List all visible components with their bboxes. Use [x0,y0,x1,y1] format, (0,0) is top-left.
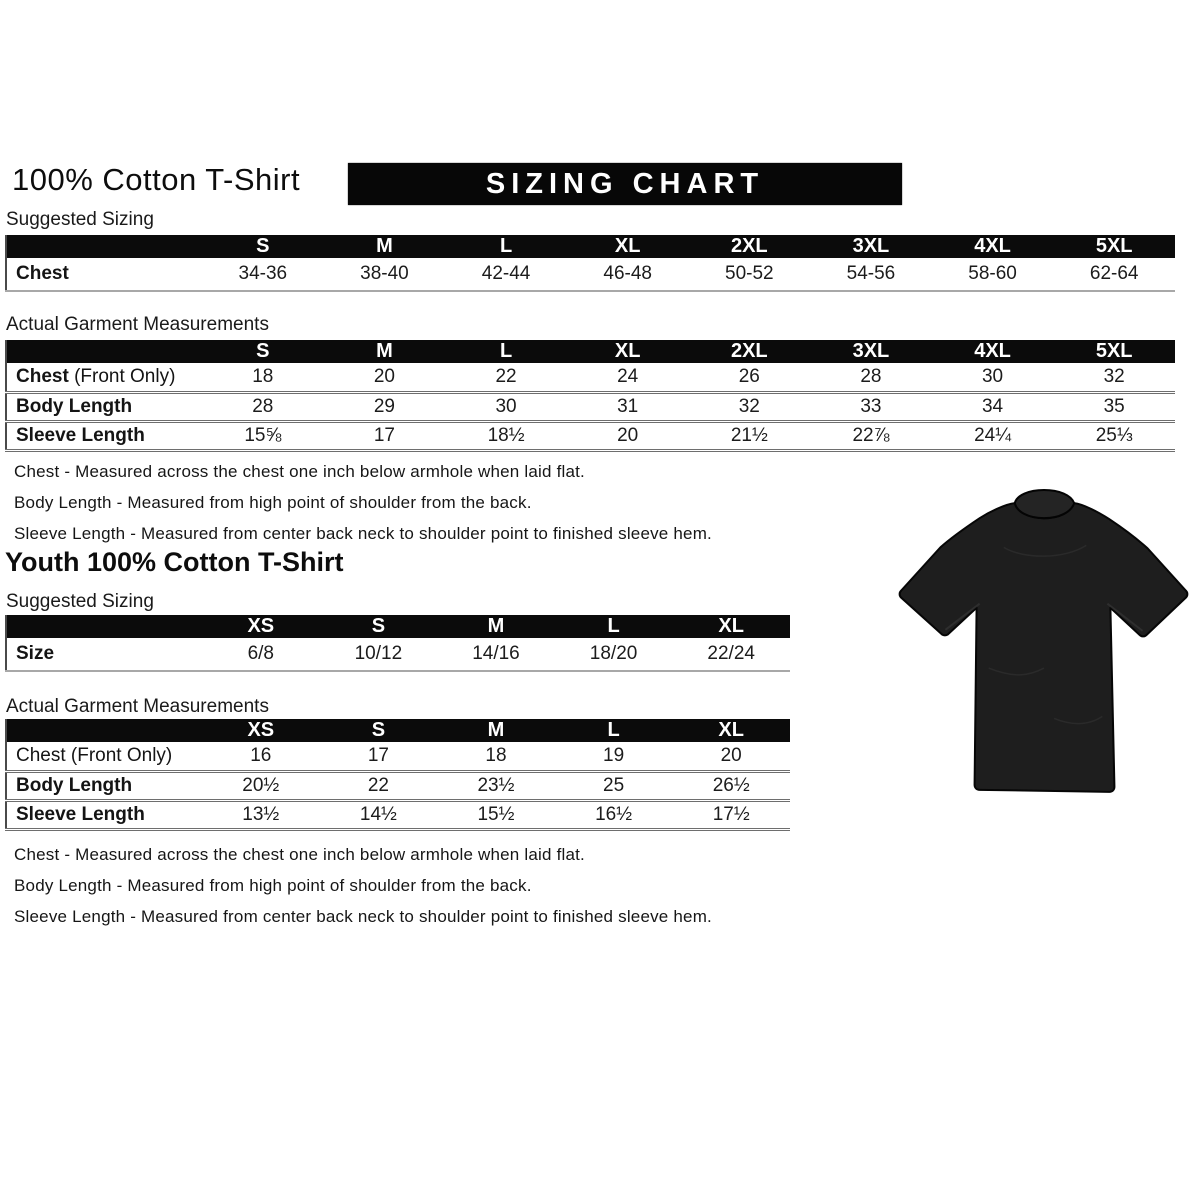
size-column-header: S [371,719,386,741]
table-row [6,421,1175,450]
measurement-cell: 17 [373,424,395,446]
measurement-cell: 26 [738,365,760,387]
size-column-header: XL [614,235,641,257]
youth-suggested-sizing-table [5,615,790,672]
row-label: Chest [16,263,69,284]
size-column-header: 4XL [974,235,1011,257]
size-column-header: XL [718,615,744,637]
size-column-header: 5XL [1095,340,1133,362]
table-row [6,363,1175,392]
adult-measurements-label: Actual Garment Measurements [6,314,269,335]
measurement-cell: 20 [720,744,742,766]
adult-suggested-sizing-label: Suggested Sizing [6,209,154,230]
row-label: Sleeve Length [16,424,145,446]
row-label: Body Length [16,395,133,417]
measurement-cell: 24 [617,365,639,387]
measurement-cell: 33 [860,395,882,417]
measurement-cell: 18/20 [589,643,638,664]
measurement-cell: 22 [367,774,389,796]
youth-suggested-sizing-label: Suggested Sizing [6,591,154,612]
measurement-cell: 58-60 [968,263,1017,284]
size-column-header: M [376,340,393,362]
tshirt-body [900,503,1188,792]
youth-section-title: Youth 100% Cotton T-Shirt [5,547,344,577]
size-column-header: 5XL [1095,235,1133,257]
size-column-header: M [376,235,393,257]
measurement-cell: 30 [981,365,1004,387]
measurement-cell: 13½ [242,803,280,825]
table-header-row [6,719,790,742]
size-column-header: XL [718,719,744,741]
size-column-header: L [499,235,513,257]
measurement-cell: 25⅓ [1095,424,1133,446]
row-label-suffix: (Front Only) [68,365,176,387]
measurement-cell: 22/24 [707,643,755,664]
measurement-cell: 34 [981,395,1004,417]
measurement-cell: 35 [1103,395,1125,417]
page-title: 100% Cotton T-Shirt [12,162,301,197]
size-column-header: S [256,235,270,257]
size-column-header: XS [247,615,275,637]
measurement-cell: 15⅝ [244,424,282,446]
measurement-cell: 16 [250,744,272,766]
measurement-cell: 19 [603,744,625,766]
youth-measurement-notes [14,845,712,938]
measurement-cell: 25 [603,774,625,796]
measurement-cell: 34-36 [238,263,288,284]
measurement-cell: 20 [373,365,395,387]
note-chest: Chest - Measured across the chest one inch below armhole when laid flat. [14,845,585,864]
youth-measurements-table [5,719,790,831]
adult-suggested-sizing-table [5,235,1175,292]
row-label: Body Length [16,774,133,796]
note-body-length: Body Length - Measured from high point of shoulder from the back. [14,876,532,895]
measurement-cell: 6/8 [247,643,274,664]
size-column-header: 2XL [730,235,768,257]
measurement-cell: 32 [738,395,760,417]
measurement-cell: 10/12 [354,643,403,664]
measurement-cell: 22 [495,365,517,387]
size-column-header: XL [614,340,641,362]
tshirt-collar [1015,490,1074,518]
size-column-header: S [371,615,386,637]
measurement-cell: 22⅞ [852,424,890,446]
table-row [6,800,790,829]
adult-measurements-table [5,340,1175,452]
row-label: Chest (Front Only) [16,744,173,766]
measurement-cell: 20 [617,424,639,446]
table-header-row [6,615,790,638]
measurement-cell: 32 [1103,365,1125,387]
size-column-header: 3XL [852,340,890,362]
measurement-cell: 54-56 [846,263,896,284]
tshirt-photo [893,487,1195,819]
table-header-row [6,235,1175,258]
table-row [6,392,1175,421]
measurement-cell: 14/16 [472,643,520,664]
measurement-cell: 18 [252,365,274,387]
note-body-length: Body Length - Measured from high point of shoulder from the back. [14,493,532,512]
measurement-cell: 18 [485,744,507,766]
measurement-cell: 20½ [242,774,280,796]
label-column-header [6,340,202,363]
youth-measurements-label: Actual Garment Measurements [6,696,269,717]
size-column-header: S [256,340,270,362]
table-row [6,258,1175,291]
table-row [6,742,790,771]
measurement-cell: 26½ [712,774,750,796]
sizing-chart-banner-text: SIZING CHART [485,167,765,200]
measurement-cell: 17½ [712,803,750,825]
row-label: Chest (Front Only) [16,365,176,387]
size-column-header: M [487,719,505,741]
label-column-header [6,615,202,638]
measurement-cell: 30 [495,395,517,417]
size-column-header: M [487,615,505,637]
measurement-cell: 42-44 [481,263,531,284]
measurement-cell: 62-64 [1089,263,1139,284]
measurement-cell: 16½ [595,803,633,825]
measurement-cell: 28 [252,395,274,417]
size-column-header: 3XL [852,235,890,257]
size-column-header: L [499,340,513,362]
measurement-cell: 38-40 [360,263,409,284]
label-column-header [6,719,202,742]
measurement-cell: 29 [373,395,395,417]
note-chest: Chest - Measured across the chest one inch below armhole when laid flat. [14,462,585,481]
size-column-header: XS [247,719,275,741]
size-column-header: L [607,719,620,741]
measurement-cell: 18½ [487,424,525,446]
size-column-header: L [607,615,620,637]
measurement-cell: 21½ [730,424,768,446]
table-row [6,771,790,800]
measurement-cell: 23½ [477,774,515,796]
note-sleeve-length: Sleeve Length - Measured from center back neck to shoulder point to finished sleeve hem. [14,907,712,926]
measurement-cell: 28 [860,365,882,387]
sizing-chart-banner [348,163,902,205]
row-label: Sleeve Length [16,803,145,825]
adult-measurement-notes [14,462,712,555]
table-header-row [6,340,1175,363]
note-sleeve-length: Sleeve Length - Measured from center back neck to shoulder point to finished sleeve hem. [14,524,712,543]
measurement-cell: 17 [367,744,389,766]
row-label: Size [16,643,55,664]
measurement-cell: 24¼ [974,424,1012,446]
measurement-cell: 31 [617,395,639,417]
size-column-header: 2XL [730,340,768,362]
measurement-cell: 14½ [359,803,397,825]
measurement-cell: 50-52 [725,263,774,284]
size-column-header: 4XL [974,340,1011,362]
table-row [6,638,790,671]
measurement-cell: 15½ [477,803,515,825]
label-column-header [6,235,202,258]
measurement-cell: 46-48 [603,263,652,284]
